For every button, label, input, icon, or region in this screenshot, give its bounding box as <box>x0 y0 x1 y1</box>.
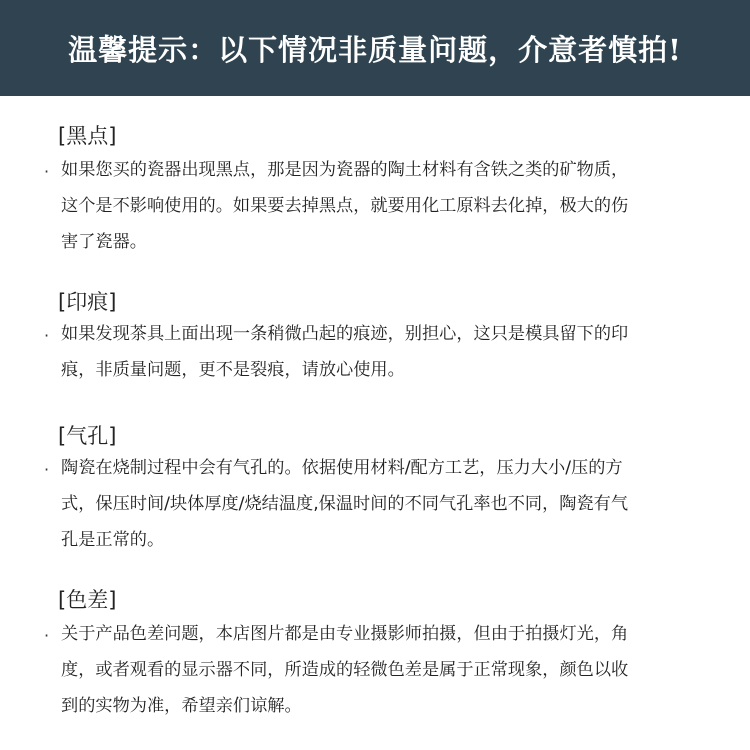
bullet-icon: · <box>44 326 50 345</box>
paragraph-line: 孔是正常的。 <box>61 530 165 550</box>
header-banner <box>0 0 750 96</box>
paragraph-line: 式，保压时间/块体厚度/烧结温度,保温时间的不同气孔率也不同，陶瓷有气 <box>61 494 629 514</box>
paragraph-line: 如果发现茶具上面出现一条稍微凸起的痕迹，别担心，这只是模具留下的印 <box>61 324 629 344</box>
section-heading: [印痕] <box>58 290 117 314</box>
section-heading: [气孔] <box>58 424 117 448</box>
paragraph-line: 到的实物为准，希望亲们谅解。 <box>61 696 302 716</box>
bullet-icon: · <box>44 460 50 479</box>
paragraph-line: 陶瓷在烧制过程中会有气孔的。依据使用材料/配方工艺，压力大小/压的方 <box>61 458 623 478</box>
paragraph-line: 害了瓷器。 <box>61 232 147 252</box>
bullet-icon: · <box>44 626 50 645</box>
paragraph-line: 痕，非质量问题，更不是裂痕，请放心使用。 <box>61 360 405 380</box>
paragraph-line: 度，或者观看的显示器不同，所造成的轻微色差是属于正常现象，颜色以收 <box>61 660 629 680</box>
paragraph-line: 关于产品色差问题，本店图片都是由专业摄影师拍摄，但由于拍摄灯光，角 <box>61 624 629 644</box>
section-heading: [色差] <box>58 588 117 612</box>
paragraph-line: 这个是不影响使用的。如果要去掉黑点，就要用化工原料去化掉，极大的伤 <box>61 196 629 216</box>
section-heading: [黑点] <box>58 124 117 148</box>
bullet-icon: · <box>44 162 50 181</box>
banner-title: 温馨提示：以下情况非质量问题，介意者慎拍! <box>68 32 682 67</box>
paragraph-line: 如果您买的瓷器出现黑点，那是因为瓷器的陶土材料有含铁之类的矿物质， <box>61 160 629 180</box>
